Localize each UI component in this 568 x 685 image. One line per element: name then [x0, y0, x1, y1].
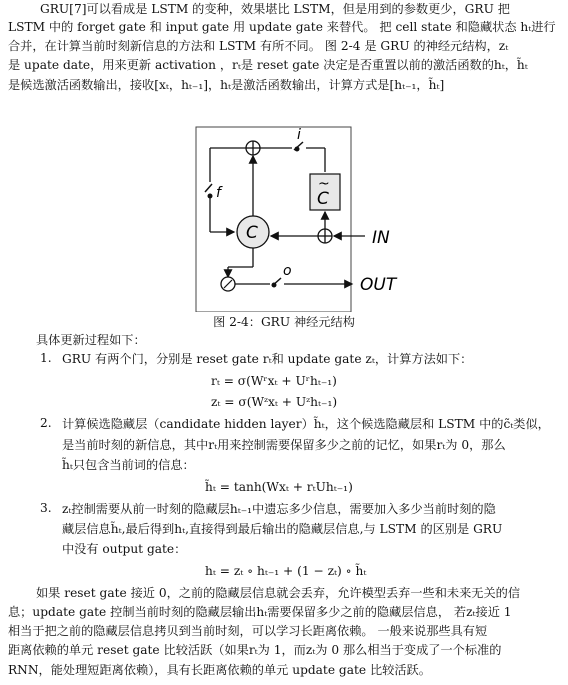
cell-node	[237, 216, 269, 248]
item-2-line-2: 是当前时刻的新信息，其中rₜ用来控制需要保留多少之前的记忆，如果rₜ为 0，那么	[62, 438, 506, 452]
conclusion-line-3: 相当于把之前的隐藏层信息拷贝到当前时刻，可以学习长距离依赖。 一般来说那些具有短	[8, 624, 488, 638]
figure-caption: 图 2-4：GRU 神经元结构	[213, 315, 355, 329]
input-gate-label: i	[297, 127, 301, 143]
item-3-number: 3.	[40, 501, 52, 515]
equation-update-gate: zₜ = σ(Wᶻxₜ + Uᶻhₜ₋₁)	[211, 395, 338, 409]
conclusion-line-4: 距离依赖的单元 reset gate 比较活跃（如果rₜ为 1，而zₜ为 0 那么相当于变成了一个标准的	[8, 643, 502, 657]
candidate-cell-box	[310, 174, 340, 210]
activation-node	[221, 277, 235, 291]
forget-gate-switch	[205, 184, 212, 192]
svg-text:C: C	[246, 223, 258, 243]
output-gate-label: o	[283, 263, 292, 279]
svg-text:~: ~	[318, 176, 330, 192]
item-2-line-3: h̃ₜ只包含当前词的信息：	[62, 458, 195, 472]
equation-hidden-state: hₜ = zₜ ∘ hₜ₋₁ + (1 − zₜ) ∘ h̃ₜ	[205, 564, 367, 578]
input-sum-node	[318, 229, 332, 243]
equation-candidate-hidden: h̃ₜ = tanh(Wxₜ + rₜUhₜ₋₁)	[205, 480, 353, 494]
item-3-line-1: zₜ控制需要从前一时刻的隐藏层hₜ₋₁中遗忘多少信息，需要加入多少当前时刻的隐	[62, 502, 496, 516]
equation-reset-gate: rₜ = σ(Wʳxₜ + Uʳhₜ₋₁)	[211, 374, 337, 388]
intro-line-4: 是 upate date，用来更新 activation ，rₜ是 reset gate 决定是否重置以前的激活函数的hₜ，h̃ₜ	[8, 58, 528, 72]
intro-line-3: 合并，在计算当前时刻新信息的方法和 LSTM 有所不同。 图 2-4 是 GRU 的神经元结构，zₜ	[8, 39, 509, 53]
item-2-number: 2.	[40, 416, 52, 430]
conclusion-line-1: 如果 reset gate 接近 0，之前的隐藏层信息就会丢弃，允许模型丢弃一些和未来无关的信	[36, 586, 521, 600]
intro-line-1: GRU[7]可以看成是 LSTM 的变种，效果堪比 LSTM，但是用到的参数更少，GRU 把	[40, 2, 510, 16]
intro-line-2: LSTM 中的 forget gate 和 input gate 用 update gate 来替代。 把 cell state 和隐藏状态 hₜ进行	[8, 20, 556, 34]
item-3-line-2: 藏层信息h̃ₜ,最后得到hₜ,直接得到最后输出的隐藏层信息,与 LSTM 的区别是 GRU	[62, 522, 503, 536]
in-label: IN	[372, 228, 390, 248]
item-1-text: GRU 有两个门，分别是 reset gate rₜ和 update gate zₜ，计算方法如下：	[62, 352, 473, 366]
gru-diagram	[0, 112, 568, 312]
conclusion-line-2: 息；update gate 控制当前时刻的隐藏层输出hₜ需要保留多少之前的隐藏层信息， 若zₜ接近 1	[8, 605, 512, 619]
out-label: OUT	[360, 275, 397, 295]
steps-intro: 具体更新过程如下：	[36, 333, 146, 347]
top-sum-node	[246, 141, 260, 155]
item-3-line-3: 中没有 output gate：	[62, 542, 187, 556]
forget-gate-label: f	[216, 185, 221, 201]
svg-text:C: C	[317, 189, 329, 209]
item-2-line-1: 计算候选隐藏层（candidate hidden layer）h̃ₜ，这个候选隐藏层和 LSTM 中的c̃ₜ类似，	[62, 417, 550, 431]
intro-line-5: 是候选激活函数输出，接收[xₜ，hₜ₋₁]，hₜ是激活函数输出，计算方式是[hₜ₋₁，h̃ₜ]	[8, 78, 445, 92]
conclusion-line-5: RNN，能处理短距离依赖），具有长距离依赖的单元 update gate 比较活跃。	[8, 663, 431, 677]
item-1-number: 1.	[40, 351, 52, 365]
